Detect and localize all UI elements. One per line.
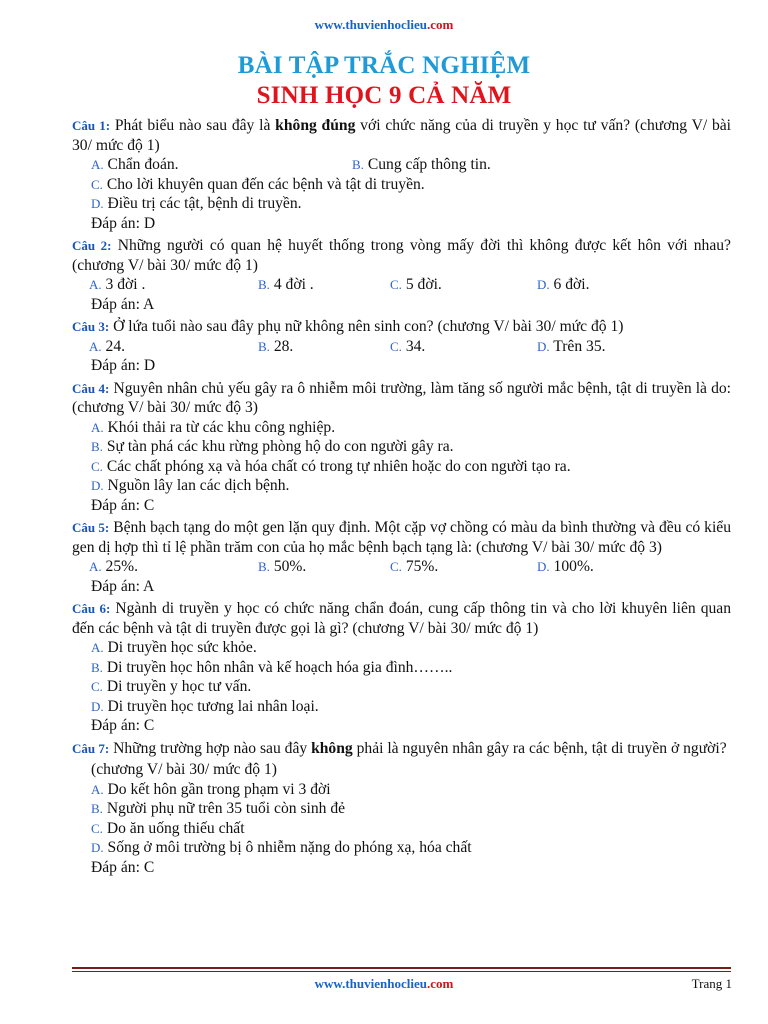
question-text [72, 236, 731, 275]
option-letter: A. [91, 640, 104, 655]
answer-option[interactable] [91, 638, 257, 658]
option-text: Di truyền học sức khỏe. [107, 639, 257, 656]
answer-option[interactable] [258, 557, 306, 577]
answer-key: Đáp án: D [91, 214, 156, 232]
answer-option[interactable] [390, 275, 442, 295]
option-text: Chẩn đoán. [107, 156, 179, 173]
answer-option[interactable] [91, 697, 319, 717]
question-block [72, 236, 731, 314]
option-text: 5 đời. [405, 276, 442, 293]
option-letter: C. [390, 338, 402, 354]
question-block [72, 116, 731, 233]
option-text: 6 đời. [553, 276, 590, 293]
option-row [72, 155, 731, 175]
option-text: 50%. [273, 558, 307, 575]
question-emphasis: không [311, 739, 353, 757]
question-text [72, 116, 731, 155]
option-text: 34. [405, 337, 426, 355]
answer-option[interactable] [91, 799, 345, 819]
option-letter: C. [91, 458, 103, 474]
option-text: Cung cấp thông tin. [367, 156, 491, 173]
option-letter: A. [91, 157, 104, 172]
answer-option[interactable] [91, 476, 289, 496]
question-block [72, 518, 731, 596]
option-text: Trên 35. [553, 337, 606, 355]
question-block [72, 379, 731, 516]
option-row [72, 418, 731, 438]
option-row [72, 697, 731, 717]
option-letter: D. [91, 196, 104, 211]
footer-divider-thin [72, 971, 731, 972]
option-letter: D. [537, 277, 550, 292]
question-block [72, 739, 731, 878]
question-note: (chương V/ bài 30/ mức độ 1) [91, 761, 277, 778]
page-number: Trang 1 [691, 976, 732, 991]
option-row [72, 437, 731, 457]
option-text: Khói thải ra từ các khu công nghiệp. [107, 418, 336, 436]
answer-option[interactable] [91, 780, 331, 800]
option-letter: B. [352, 157, 364, 172]
question-segment: phải là nguyên nhân gây ra các bệnh, tật di truyền ở người? [352, 739, 727, 757]
question-text [72, 379, 731, 418]
question-segment: Nguyên nhân chủ yếu gây ra ô nhiễm môi trường, làm tăng số người mắc bệnh, tật di truyền là do: (chương V/ bài 30/ mức độ 3) [72, 379, 731, 416]
option-row [72, 275, 731, 295]
option-row [72, 457, 731, 477]
answer-option[interactable] [89, 557, 138, 577]
option-letter: A. [89, 338, 102, 354]
option-row [72, 638, 731, 658]
option-text: 3 đời . [105, 276, 146, 293]
question-number: Câu 1: [72, 118, 111, 133]
option-text: Sống ở môi trường bị ô nhiễm nặng do phóng xạ, hóa chất [107, 839, 472, 856]
question-number: Câu 6: [72, 601, 111, 616]
question-segment: Bệnh bạch tạng do một gen lặn quy định. Một cặp vợ chồng có màu da bình thường và đều có kiểu gen dị hợp thì tỉ lệ phần trăm con của họ mắc bệnh bạch tạng là: (chương V/ bài 30/ mức độ 3) [72, 519, 731, 556]
option-text: Nguồn lây lan các dịch bệnh. [107, 477, 290, 494]
answer-option[interactable] [258, 337, 293, 357]
option-letter: A. [89, 277, 102, 292]
question-number: Câu 3: [72, 319, 110, 334]
question-number: Câu 5: [72, 520, 110, 535]
option-letter: A. [91, 419, 104, 435]
answer-option[interactable] [91, 194, 302, 214]
question-text [72, 739, 731, 759]
option-text: Sự tàn phá các khu rừng phòng hộ do con người gây ra. [106, 438, 454, 455]
option-text: Di truyền học hôn nhân và kế hoạch hóa gia đình…….. [106, 658, 453, 676]
option-letter: D. [91, 478, 104, 493]
answer-option[interactable] [89, 337, 125, 357]
answer-option[interactable] [390, 337, 425, 357]
option-row [72, 819, 731, 839]
answer-key: Đáp án: C [91, 496, 155, 514]
question-list [72, 116, 731, 880]
option-letter: B. [91, 439, 103, 454]
option-text: 4 đời . [273, 276, 314, 293]
option-row [72, 658, 731, 678]
document-title: BÀI TẬP TRẮC NGHIỆM [237, 52, 531, 79]
answer-option[interactable] [91, 838, 472, 858]
question-segment: Ngành di truyền y học có chức năng chẩn đoán, cung cấp thông tin và cho lời khuyên liên quan đến các bệnh và tật di truyền được gọi là gì? (chương V/ bài 30/ mức độ 1) [72, 600, 732, 637]
option-text: 24. [105, 337, 126, 355]
option-letter: C. [390, 559, 402, 574]
question-segment: với chức năng của di truyền y học tư vấn? (chương V/ bài 30/ mức độ 1) [72, 117, 731, 154]
answer-option[interactable] [537, 337, 606, 357]
option-letter: C. [91, 679, 103, 694]
option-text: 100%. [553, 558, 594, 575]
footer-divider [72, 967, 731, 969]
option-letter: C. [91, 176, 103, 192]
question-number: Câu 7: [72, 740, 110, 756]
answer-option[interactable] [91, 677, 251, 697]
answer-option[interactable] [91, 418, 335, 438]
question-number: Câu 4: [72, 380, 110, 396]
header-site-suffix: .com [426, 17, 454, 32]
option-text: Do kết hôn gần trong phạm vi 3 đời [107, 780, 331, 798]
footer-website[interactable] [0, 976, 768, 992]
answer-option[interactable] [91, 437, 454, 457]
question-text [72, 599, 731, 638]
answer-key: Đáp án: A [91, 295, 155, 313]
option-letter: B. [258, 277, 270, 292]
answer-option[interactable] [258, 275, 314, 295]
answer-option[interactable] [91, 175, 425, 195]
option-row [72, 677, 731, 697]
option-text: Di truyền y học tư vấn. [106, 678, 252, 695]
header-website[interactable] [0, 17, 768, 33]
option-row [72, 476, 731, 496]
option-text: Di truyền học tương lai nhân loại. [107, 697, 319, 715]
option-letter: C. [390, 277, 402, 292]
question-block [72, 599, 731, 736]
option-text: Cho lời khuyên quan đến các bệnh và tật di truyền. [106, 175, 425, 193]
question-text [72, 317, 731, 337]
question-segment: Những người có quan hệ huyết thống trong vòng mấy đời thì không được kết hôn với nhau? (chương V/ bài 30/ mức độ 1) [72, 237, 731, 274]
answer-key: Đáp án: C [91, 717, 155, 734]
option-letter: B. [258, 338, 270, 354]
option-row [72, 838, 731, 858]
answer-option[interactable] [537, 557, 594, 577]
option-letter: B. [91, 659, 103, 675]
footer-site-suffix: .com [426, 976, 454, 991]
answer-key: Đáp án: C [91, 858, 155, 876]
option-text: 25%. [105, 558, 139, 575]
question-emphasis: không đúng [275, 117, 356, 134]
document-subtitle: SINH HỌC 9 CẢ NĂM [256, 82, 512, 109]
option-letter: B. [258, 559, 270, 574]
option-letter: D. [91, 840, 104, 855]
option-text: Điều trị các tật, bệnh di truyền. [107, 195, 302, 212]
option-row [72, 557, 731, 577]
answer-option[interactable] [537, 275, 590, 295]
question-segment: Ở lứa tuổi nào sau đây phụ nữ không nên sinh con? (chương V/ bài 30/ mức độ 1) [109, 318, 624, 335]
question-segment: Phát biểu nào sau đây là [110, 117, 276, 134]
answer-option[interactable] [390, 557, 438, 577]
option-letter: D. [537, 559, 550, 574]
question-number: Câu 2: [72, 238, 112, 253]
option-letter: D. [537, 338, 550, 354]
option-text: Các chất phóng xạ và hóa chất có trong tự nhiên hoặc do con người tạo ra. [106, 457, 571, 475]
option-letter: B. [91, 801, 103, 816]
answer-option[interactable] [91, 819, 245, 839]
answer-option[interactable] [352, 155, 491, 175]
answer-option[interactable] [91, 658, 452, 678]
answer-key: Đáp án: A [91, 577, 155, 595]
option-text: 75%. [405, 558, 439, 575]
answer-key: Đáp án: D [91, 357, 156, 374]
option-text: Người phụ nữ trên 35 tuổi còn sinh đẻ [106, 800, 346, 817]
option-letter: D. [91, 698, 104, 714]
option-text: 28. [273, 337, 294, 355]
answer-option[interactable] [91, 457, 571, 477]
option-letter: A. [91, 781, 104, 797]
option-row [72, 337, 731, 357]
option-letter: A. [89, 559, 102, 574]
header-site-name: www.thuvienhoclieu [314, 17, 427, 32]
option-row [72, 780, 731, 800]
question-text [72, 518, 731, 557]
option-row [72, 175, 731, 195]
answer-option[interactable] [91, 155, 179, 175]
question-segment: Những trường hợp nào sau đây [109, 739, 312, 757]
option-letter: C. [91, 820, 103, 836]
option-text: Do ăn uống thiếu chất [106, 819, 245, 837]
question-block [72, 317, 731, 376]
answer-option[interactable] [89, 275, 145, 295]
footer-site-name: www.thuvienhoclieu [314, 976, 427, 991]
option-row [72, 799, 731, 819]
option-row [72, 194, 731, 214]
